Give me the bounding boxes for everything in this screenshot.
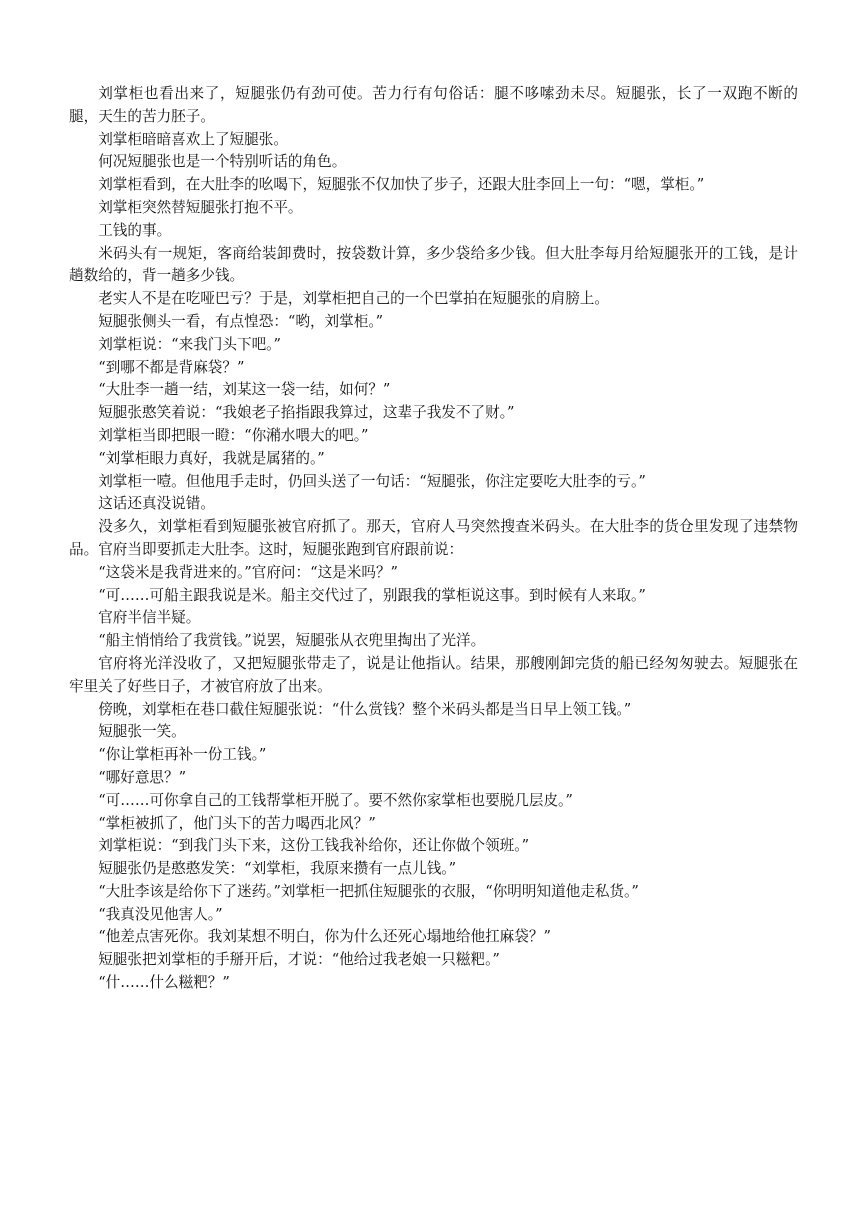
paragraph: 没多久，刘掌柜看到短腿张被官府抓了。那天，官府人马突然搜查米码头。在大肚李的货仓里发现了违禁物品。官府当即要抓走大肚李。这时，短腿张跑到官府跟前说： [69, 518, 798, 558]
paragraph: 何况短腿张也是一个特别听话的角色。 [98, 153, 347, 171]
paragraph: 官府将光洋没收了，又把短腿张带走了，说是让他指认。结果，那艘刚卸完货的船已经匆匆驶去。短腿张在牢里关了好些日子，才被官府放了出来。 [69, 654, 798, 695]
paragraph: 刘掌柜突然替短腿张打抱不平。 [98, 198, 303, 216]
paragraph: 这话还真没说错。 [98, 495, 215, 513]
paragraph: “掌柜被抓了，他门头下的苦力喝西北风？” [98, 814, 376, 832]
paragraph: 短腿张把刘掌柜的手掰开后，才说：“他给过我老娘一只糍粑。” [98, 951, 500, 969]
paragraph: “这袋米是我背进来的。”官府问：“这是米吗？” [98, 563, 399, 581]
paragraph: 老实人不是在吃哑巴亏？于是，刘掌柜把自己的一个巴掌拍在短腿张的肩膀上。 [98, 290, 609, 308]
paragraph: “大肚李该是给你下了迷药。”刘掌柜一把抓住短腿张的衣服，“你明明知道他走私货。” [98, 882, 639, 900]
paragraph: 米码头有一规矩，客商给装卸费时，按袋数计算，多少袋给多少钱。但大肚李每月给短腿张开的工钱，是计趟数给的，背一趟多少钱。 [69, 244, 798, 285]
paragraph: “哪好意思？” [98, 768, 187, 786]
paragraph: 刘掌柜一噎。但他甩手走时，仍回头送了一句话：“短腿张，你注定要吃大肚李的亏。” [98, 472, 646, 490]
paragraph: “刘掌柜眼力真好，我就是属猪的。” [98, 449, 325, 467]
paragraph: 刘掌柜当即把眼一瞪：“你潲水喂大的吧。” [98, 426, 369, 444]
paragraph: “什……什么糍粑？” [98, 974, 230, 992]
paragraph: 短腿张憨笑着说：“我娘老子掐指跟我算过，这辈子我发不了财。” [98, 404, 515, 422]
paragraph: “你让掌柜再补一份工钱。” [98, 746, 267, 764]
paragraph: “可……可船主跟我说是米。船主交代过了，别跟我的掌柜说这事。到时候有人来取。” [98, 586, 646, 604]
paragraph: “我真没见他害人。” [98, 905, 223, 923]
paragraph: 刘掌柜暗暗喜欢上了短腿张。 [98, 130, 288, 148]
paragraph: 刘掌柜说：“到我门头下来，这份工钱我补给你，还让你做个领班。” [98, 837, 530, 855]
paragraph: 刘掌柜也看出来了，短腿张仍有劲可使。苦力行有句俗话：腿不哆嗦劲未尽。短腿张，长了一双跑不断的腿，天生的苦力胚子。 [69, 85, 798, 125]
paragraph: 短腿张一笑。 [98, 723, 186, 741]
paragraph: 刘掌柜看到，在大肚李的吆喝下，短腿张不仅加快了步子，还跟大肚李回上一句：“嗯，掌柜。” [98, 176, 705, 194]
paragraph: 刘掌柜说：“来我门头下吧。” [98, 335, 281, 353]
paragraph: 短腿张侧头一看，有点惶恐：“哟，刘掌柜。” [98, 312, 384, 330]
paragraph: “到哪不都是背麻袋？” [98, 358, 245, 376]
paragraph: “大肚李一趟一结，刘某这一袋一结，如何？” [98, 381, 391, 399]
paragraph: 官府半信半疑。 [98, 609, 201, 627]
paragraph: “他差点害死你。我刘某想不明白，你为什么还死心塌地给他扛麻袋？” [98, 928, 551, 946]
paragraph: “船主悄悄给了我赏钱。”说罢，短腿张从衣兜里掏出了光洋。 [98, 632, 486, 650]
paragraph: “可……可你拿自己的工钱帮掌柜开脱了。要不然你家掌柜也要脱几层皮。” [98, 791, 573, 809]
paragraph: 傍晚，刘掌柜在巷口截住短腿张说：“什么赏钱？整个米码头都是当日早上领工钱。” [98, 700, 632, 718]
paragraph: 工钱的事。 [98, 221, 172, 239]
paragraph: 短腿张仍是憨憨发笑：“刘掌柜，我原来攒有一点儿钱。” [98, 860, 457, 878]
